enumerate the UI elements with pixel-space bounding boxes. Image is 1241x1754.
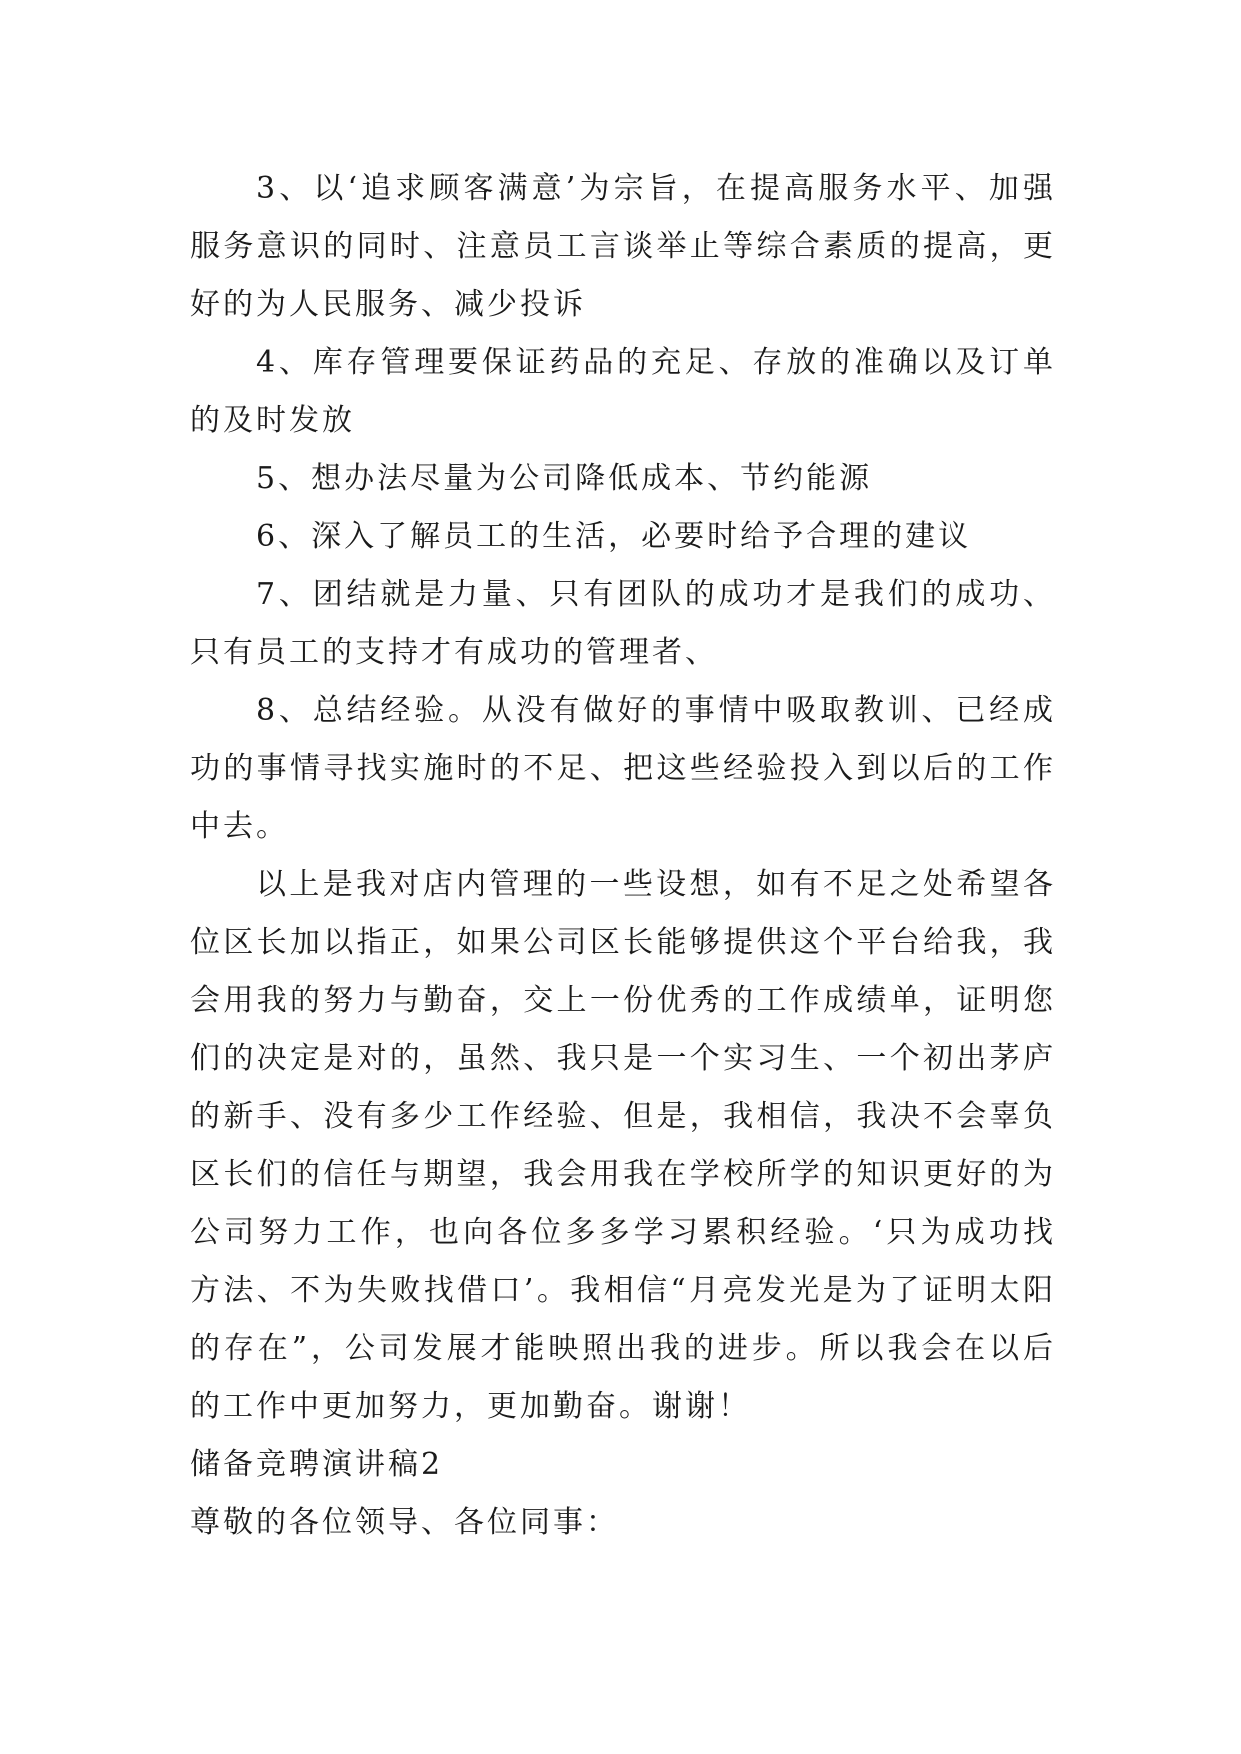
paragraph-item-5: 5、想办法尽量为公司降低成本、节约能源 xyxy=(256,461,873,496)
paragraph-item-7: 7、团结就是力量、只有团队的成功才是我们的成功、只有员工的支持才有成功的管理者、 xyxy=(190,577,1056,670)
closing-paragraph: 以上是我对店内管理的一些设想，如有不足之处希望各位区长加以指正，如果公司区长能够提供这个平台给我，我会用我的努力与勤奋，交上一份优秀的工作成绩单，证明您们的决定是对的，虽然、我只是一个实习生、一个初出茅庐的新手、没有多少工作经验、但是，我相信，我决不会辜负区长们的信任与期望，我会用我在学校所学的知识更好的为公司努力工作，也向各位多多学习累积经验。‘只为成功找方法、不为失败找借口’。我相信“月亮发光是为了证明太阳的存在”，公司发展才能映照出我的进步。所以我会在以后的工作中更加努力，更加勤奋。谢谢！ xyxy=(190,867,1056,1424)
paragraph-item-4: 4、库存管理要保证药品的充足、存放的准确以及订单的及时发放 xyxy=(190,345,1056,438)
section-title: 储备竞聘演讲稿2 xyxy=(190,1447,444,1482)
paragraph-item-6: 6、深入了解员工的生活，必要时给予合理的建议 xyxy=(256,519,972,554)
salutation: 尊敬的各位领导、各位同事： xyxy=(190,1505,619,1540)
paragraph-item-8: 8、总结经验。从没有做好的事情中吸取教训、已经成功的事情寻找实施时的不足、把这些经验投入到以后的工作中去。 xyxy=(190,693,1056,844)
paragraph-item-3: 3、以‘追求顾客满意’为宗旨，在提高服务水平、加强服务意识的同时、注意员工言谈举止等综合素质的提高，更好的为人民服务、减少投诉 xyxy=(190,171,1056,322)
document-body xyxy=(190,160,1056,1552)
